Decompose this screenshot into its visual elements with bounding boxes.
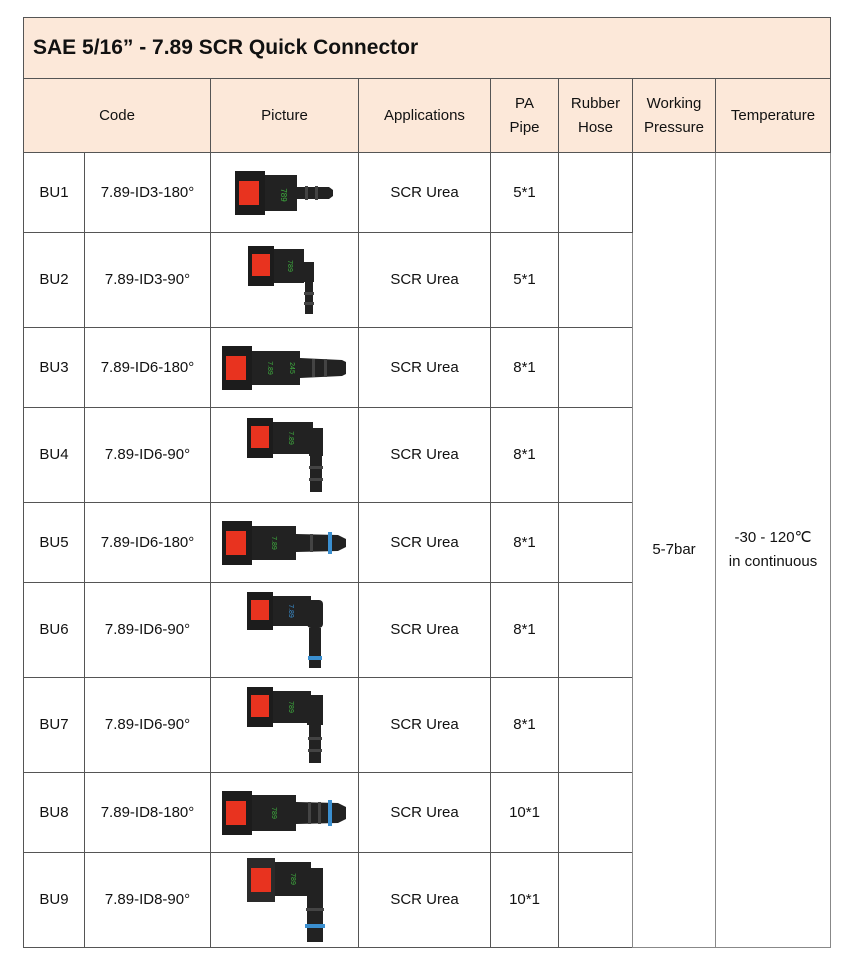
header-code: Code	[24, 79, 211, 153]
working-pressure-value: 5-7bar	[633, 153, 716, 948]
header-working-pressure-line2: Pressure	[643, 118, 705, 136]
row-code: 7.89-ID6-90°	[85, 678, 211, 773]
header-working-pressure-line1: Working	[646, 94, 702, 112]
row-picture	[211, 153, 359, 233]
row-id: BU8	[24, 773, 85, 853]
elbow-connector-icon	[235, 683, 335, 767]
elbow-connector-oring-icon	[235, 856, 335, 944]
row-pa-pipe: 8*1	[491, 328, 559, 408]
table-title: SAE 5/16” - 7.89 SCR Quick Connector	[24, 18, 831, 79]
row-id: BU2	[24, 233, 85, 328]
row-application: SCR Urea	[359, 328, 491, 408]
row-pa-pipe: 8*1	[491, 678, 559, 773]
header-applications: Applications	[359, 79, 491, 153]
row-application: SCR Urea	[359, 773, 491, 853]
row-pa-pipe: 10*1	[491, 773, 559, 853]
row-application: SCR Urea	[359, 853, 491, 948]
row-code: 7.89-ID3-90°	[85, 233, 211, 328]
row-code: 7.89-ID6-90°	[85, 408, 211, 503]
row-id: BU1	[24, 153, 85, 233]
row-id: BU9	[24, 853, 85, 948]
row-id: BU6	[24, 583, 85, 678]
header-row	[24, 79, 831, 153]
row-rubber-hose	[559, 233, 633, 328]
svg-text:7.89: 7.89	[265, 360, 273, 375]
row-code: 7.89-ID6-180°	[85, 328, 211, 408]
header-temperature: Temperature	[716, 79, 831, 153]
header-pa-pipe-line1: PA	[515, 94, 534, 112]
row-application: SCR Urea	[359, 233, 491, 328]
header-picture: Picture	[211, 79, 359, 153]
svg-text:789: 789	[278, 187, 288, 202]
row-code: 7.89-ID8-180°	[85, 773, 211, 853]
svg-text:245: 245	[287, 361, 295, 374]
row-picture	[211, 408, 359, 503]
header-rubber-hose	[559, 79, 633, 153]
header-rubber-hose-line2: Hose	[577, 118, 614, 136]
straight-connector-oring-icon	[220, 787, 350, 839]
row-picture	[211, 503, 359, 583]
row-id: BU3	[24, 328, 85, 408]
straight-connector-oring-icon	[220, 517, 350, 569]
row-code: 7.89-ID6-90°	[85, 583, 211, 678]
row-picture	[211, 773, 359, 853]
svg-text:7.89: 7.89	[269, 535, 277, 550]
row-application: SCR Urea	[359, 408, 491, 503]
svg-text:789: 789	[286, 701, 294, 713]
row-code: 7.89-ID6-180°	[85, 503, 211, 583]
row-application: SCR Urea	[359, 583, 491, 678]
row-rubber-hose	[559, 583, 633, 678]
row-rubber-hose	[559, 328, 633, 408]
row-picture	[211, 583, 359, 678]
header-rubber-hose-line1: Rubber	[570, 94, 621, 112]
svg-text:789: 789	[269, 806, 277, 819]
row-pa-pipe: 8*1	[491, 583, 559, 678]
header-pa-pipe	[491, 79, 559, 153]
row-rubber-hose	[559, 773, 633, 853]
connector-spec-table	[23, 17, 831, 948]
row-pa-pipe: 8*1	[491, 408, 559, 503]
row-code: 7.89-ID8-90°	[85, 853, 211, 948]
row-picture	[211, 233, 359, 328]
row-picture	[211, 678, 359, 773]
row-pa-pipe: 8*1	[491, 503, 559, 583]
row-application: SCR Urea	[359, 153, 491, 233]
row-picture	[211, 853, 359, 948]
table-row	[24, 153, 831, 233]
row-rubber-hose	[559, 853, 633, 948]
svg-text:789: 789	[288, 873, 296, 885]
row-application: SCR Urea	[359, 678, 491, 773]
elbow-connector-icon	[235, 414, 335, 496]
row-pa-pipe: 10*1	[491, 853, 559, 948]
row-pa-pipe: 5*1	[491, 233, 559, 328]
header-pa-pipe-line2: Pipe	[509, 118, 540, 136]
row-code: 7.89-ID3-180°	[85, 153, 211, 233]
row-id: BU7	[24, 678, 85, 773]
svg-text:7.89: 7.89	[286, 431, 294, 445]
temperature-range: -30 - 120℃	[734, 529, 812, 546]
temperature-value	[716, 153, 831, 948]
row-rubber-hose	[559, 408, 633, 503]
elbow-connector-small-icon	[240, 240, 330, 320]
row-application: SCR Urea	[359, 503, 491, 583]
row-rubber-hose	[559, 503, 633, 583]
row-id: BU4	[24, 408, 85, 503]
svg-text:7.89: 7.89	[286, 604, 294, 618]
straight-connector-small-icon	[225, 165, 345, 221]
temperature-note: in continuous	[728, 553, 818, 570]
straight-connector-icon	[220, 342, 350, 394]
row-picture	[211, 328, 359, 408]
elbow-connector-oring-icon	[235, 588, 335, 672]
svg-text:789: 789	[285, 260, 293, 272]
row-id: BU5	[24, 503, 85, 583]
row-rubber-hose	[559, 153, 633, 233]
row-pa-pipe: 5*1	[491, 153, 559, 233]
row-rubber-hose	[559, 678, 633, 773]
header-working-pressure	[633, 79, 716, 153]
